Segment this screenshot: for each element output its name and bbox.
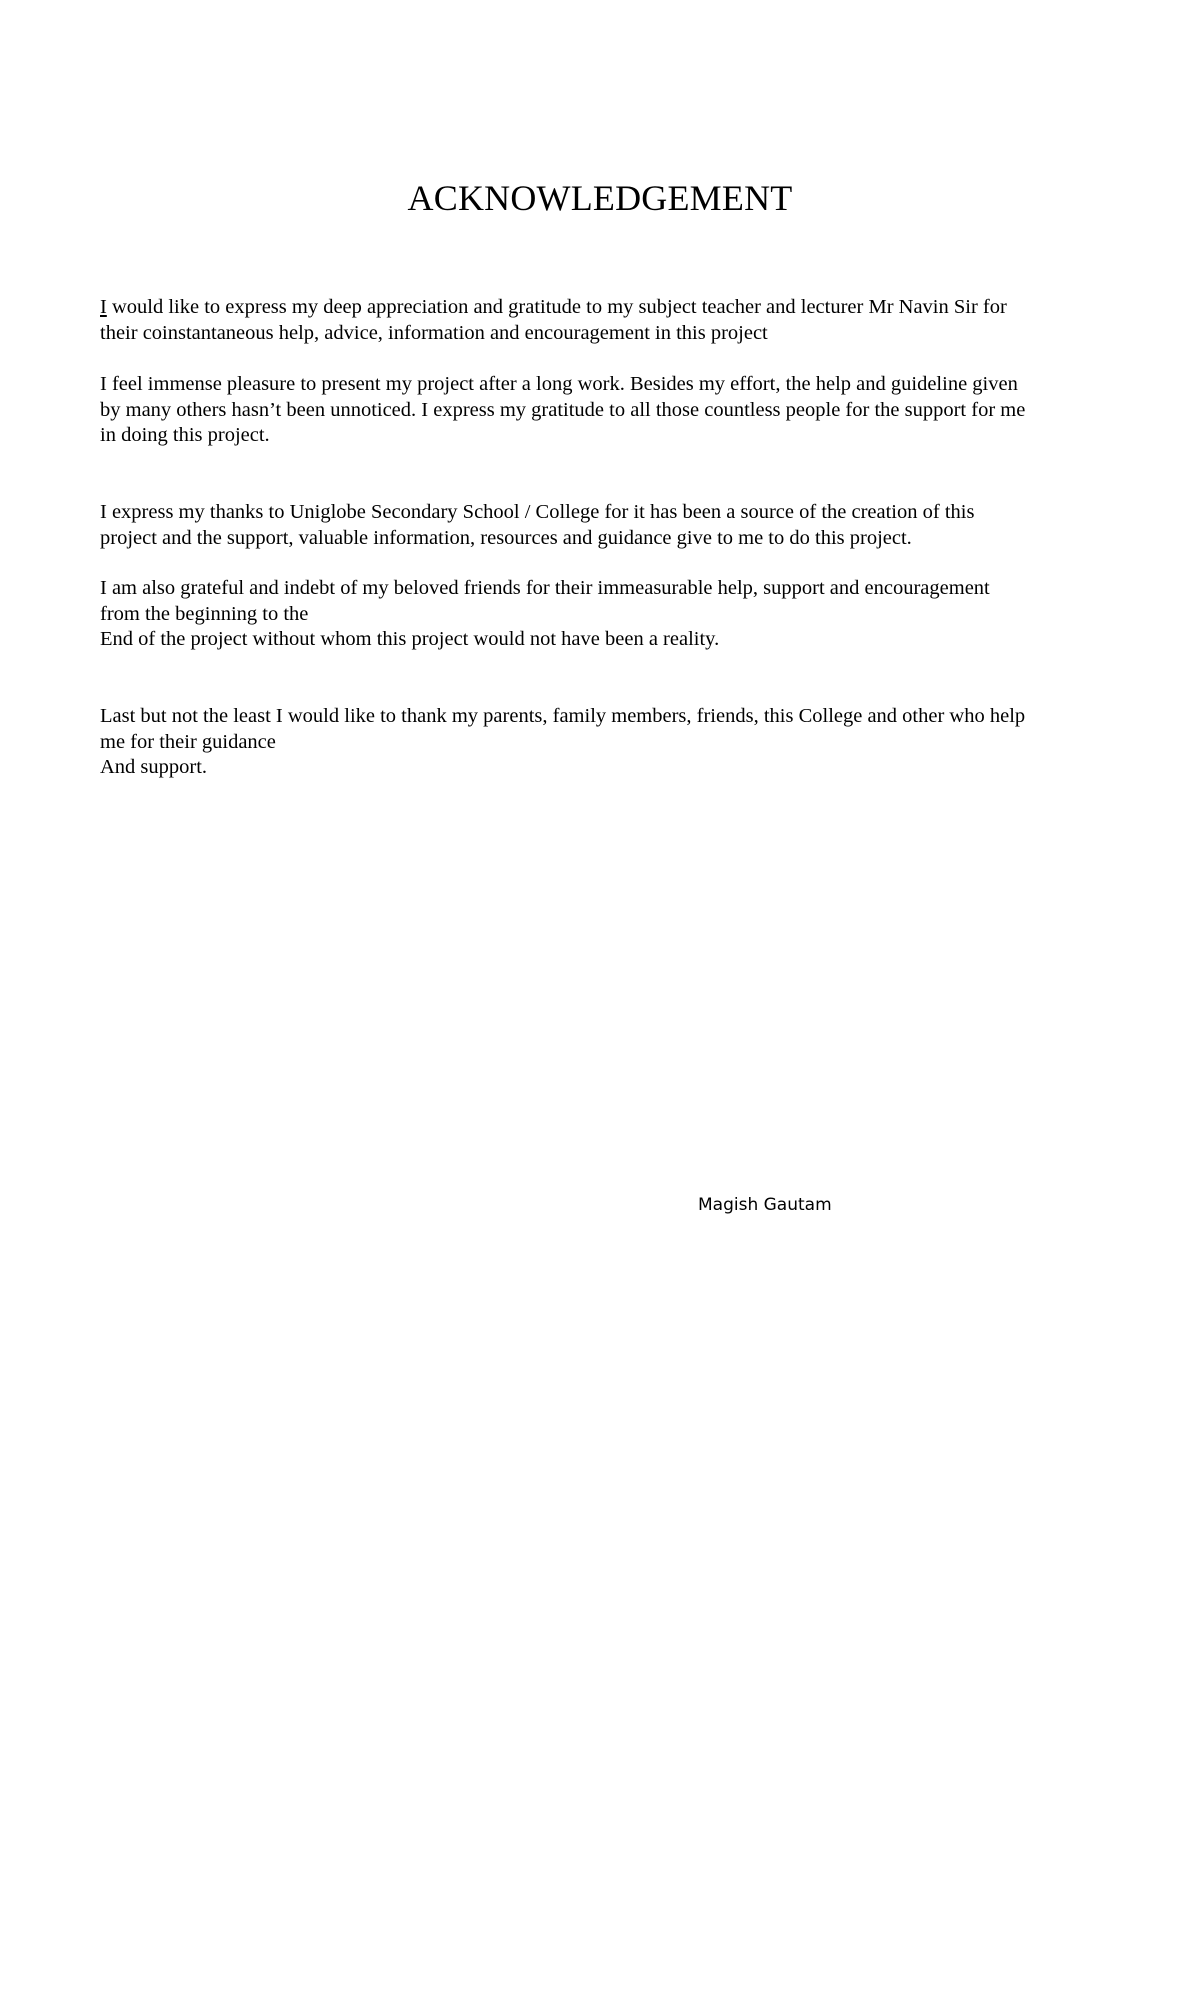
paragraph-teacher-thanks — [100, 295, 1110, 346]
paragraph-line: I am also grateful and indebt of my beloved friends for their immeasurable help, support and encouragement — [100, 577, 990, 599]
paragraph-line: I feel immense pleasure to present my project after a long work. Besides my effort, the help and guideline given — [100, 373, 1018, 395]
paragraph-line: I express my thanks to Uniglobe Secondary School / College for it has been a source of the creation of this — [100, 501, 975, 523]
paragraph-line: me for their guidance — [100, 730, 276, 753]
line-text: would like to express my deep appreciation and gratitude to my subject teacher and lecturer Mr Navin Sir for — [106, 296, 1007, 318]
paragraph-line: Last but not the least I would like to thank my parents, family members, friends, this College and other who help — [100, 705, 1026, 727]
page-title: ACKNOWLEDGEMENT — [407, 178, 793, 218]
paragraph-line: And support. — [100, 756, 208, 778]
underlined-first-letter: I — [100, 296, 107, 318]
signature-name: Magish Gautam — [698, 1195, 832, 1215]
paragraph-line: project and the support, valuable information, resources and guidance give to me to do this project. — [100, 526, 912, 549]
paragraph-project-pleasure — [100, 372, 1110, 449]
paragraph-school-thanks — [100, 500, 1110, 551]
paragraph-line: their coinstantaneous help, advice, information and encouragement in this project — [100, 321, 768, 344]
paragraph-family-thanks — [100, 704, 1110, 781]
paragraph-line: by many others hasn’t been unnoticed. I express my gratitude to all those countless people for the support for me — [100, 398, 1026, 421]
paragraph-line: in doing this project. — [100, 424, 270, 446]
paragraph-line: from the beginning to the — [100, 602, 309, 625]
paragraph-line — [100, 295, 1110, 321]
paragraph-friends-thanks — [100, 576, 1110, 653]
paragraph-line: End of the project without whom this project would not have been a reality. — [100, 628, 720, 650]
